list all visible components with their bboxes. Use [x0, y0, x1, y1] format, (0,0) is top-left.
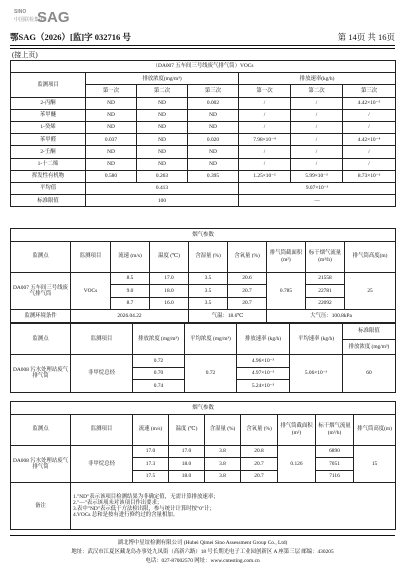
oxygen: 20.6: [228, 272, 267, 285]
table-row: [11, 121, 396, 133]
sag-logo-icon: [12, 4, 72, 34]
env-date: 2026.04.22: [71, 310, 189, 323]
flow-velocity: 8.5: [111, 272, 150, 285]
sub-header: 第三次: [188, 85, 239, 97]
stack-area: 0.785: [267, 272, 306, 310]
col-header: 温度 (℃): [169, 414, 205, 445]
env-label: 监测环境条件: [11, 310, 71, 323]
limit-label: 标准限值: [11, 195, 86, 207]
mean-label: 平均值: [11, 182, 86, 194]
col-header: 监测点: [11, 241, 71, 272]
footer-contact: 电话：027-87002570 网址：www.cntesting.com.cn: [145, 558, 260, 564]
flow-velocity: 8.7: [111, 297, 150, 310]
temperature: 16.0: [150, 297, 189, 310]
emission-concentration: 0.72: [133, 355, 185, 368]
footer-address: 地址：武汉市江夏区藏龙岛办事处九凤街（高新六路）18 号长期光电子工业园创新区 A 座第三层 邮编：430205: [71, 549, 334, 555]
compound-name: 2-丙酮: [11, 97, 86, 109]
rate-cell: /: [291, 134, 343, 146]
col-header: 监测项目: [71, 241, 111, 272]
concentration-cell: ND: [188, 146, 239, 158]
col-header: 监测项目: [11, 73, 86, 97]
rate-cell: 7.98×10⁻⁴: [239, 134, 291, 146]
rate-cell: /: [343, 121, 396, 133]
sub-header: 第一次: [239, 85, 291, 97]
footer-rule: [10, 535, 395, 536]
col-header: 排气筒截面积 (m²): [267, 241, 306, 272]
oxygen: 20.7: [228, 285, 267, 298]
limit-concentration: 100: [86, 195, 239, 207]
stack-area: 0.126: [278, 445, 316, 483]
rate-cell: /: [343, 146, 396, 158]
col-header: 含氧量 (%): [228, 241, 267, 272]
concentration-cell: 0.020: [188, 134, 239, 146]
dry-gas-flow: 7051: [316, 458, 354, 471]
rate-cell: 4.42×10⁻⁴: [343, 134, 396, 146]
sub-header: 第二次: [291, 85, 343, 97]
emission-concentration: 0.70: [133, 367, 185, 380]
moisture: 3.8: [205, 458, 241, 471]
col-header: 监测项目: [71, 414, 133, 445]
table-row: [11, 134, 396, 146]
concentration-cell: ND: [86, 146, 137, 158]
emission-rate: 4.96×10⁻³: [237, 355, 290, 368]
moisture: 3.5: [189, 297, 228, 310]
monitoring-item: VOCs: [71, 272, 111, 310]
concentration-cell: ND: [188, 109, 239, 121]
flow-velocity: 9.0: [111, 285, 150, 298]
flow-velocity: 17.3: [133, 458, 169, 471]
svg-text:SAG: SAG: [37, 9, 70, 26]
rate-cell: 4.42×10⁻⁵: [343, 97, 396, 109]
rate-cell: /: [343, 158, 396, 170]
limit-value: 60: [343, 355, 396, 393]
rate-cell: /: [291, 97, 343, 109]
emission-rate: 5.24×10⁻³: [237, 380, 290, 393]
col-header: 标准限值: [343, 324, 396, 340]
moisture: 3.5: [189, 285, 228, 298]
note-line: 4.VOCs 总和是按有进行修约过的含量相加。: [73, 512, 179, 519]
monitoring-point: DA008 污水处理站废气排气筒: [11, 355, 71, 393]
col-header: 标干烟气流量 (m³/h): [316, 414, 354, 445]
temperature: 18.0: [169, 458, 205, 471]
col-header: 排放浓度 (mg/m³): [133, 324, 185, 355]
monitoring-point: DA008 污水处理站废气排气筒: [11, 445, 71, 483]
concentration-cell: 0.580: [86, 170, 137, 182]
svg-text:SINO: SINO: [14, 9, 27, 15]
col-header: 含氧量 (%): [241, 414, 278, 445]
section-title: 烟气参数: [11, 229, 396, 242]
dry-gas-flow: 21558: [306, 272, 345, 285]
temperature: 17.0: [169, 445, 205, 458]
concentration-cell: ND: [86, 121, 137, 133]
compound-name: 2-壬酮: [11, 146, 86, 158]
concentration-cell: 0.002: [188, 97, 239, 109]
concentration-cell: ND: [137, 146, 188, 158]
concentration-cell: 0.263: [137, 170, 188, 182]
col-header: 含湿量 (%): [189, 241, 228, 272]
sub-header: 第二次: [137, 85, 188, 97]
flue-gas-params-table-da007: [10, 228, 396, 323]
rate-cell: /: [343, 109, 396, 121]
concentration-cell: ND: [137, 158, 188, 170]
monitoring-point: DA007 五车间三号线废气排气筒: [11, 272, 71, 310]
dry-gas-flow: 7116: [316, 470, 354, 483]
mean-rate: 5.06×10⁻³: [290, 355, 343, 393]
oxygen: 20.8: [241, 445, 278, 458]
stack-height: 15: [354, 445, 396, 483]
col-header: 流速 (m/s): [133, 414, 169, 445]
compound-name: 苯甲醛: [11, 134, 86, 146]
temperature: 18.0: [169, 470, 205, 483]
limit-rate: —: [239, 195, 396, 207]
concentration-cell: 0.395: [188, 170, 239, 182]
note-line: 1."ND"表示该项目检测结果为非确定值，无需计算排放速率；: [73, 493, 219, 500]
col-header: 排放速率 (kg/h): [237, 324, 290, 355]
concentration-cell: ND: [137, 134, 188, 146]
continued-label: (接上页): [12, 51, 38, 59]
moisture: 3.5: [189, 272, 228, 285]
flow-velocity: 17.0: [133, 445, 169, 458]
note-line: 2."—"表示该项未对该项目作出要求；: [73, 499, 163, 506]
rate-cell: /: [291, 121, 343, 133]
col-header: 排气筒截面积 (m²): [278, 414, 316, 445]
compound-name: 挥发性有机物: [11, 170, 86, 182]
col-group-header: 排放浓度(mg/m³): [86, 73, 239, 85]
voc-results-table: [10, 60, 396, 207]
dry-gas-flow: 22781: [306, 285, 345, 298]
table-row: [11, 109, 396, 121]
col-header: 监测点: [11, 414, 71, 445]
rate-cell: /: [291, 158, 343, 170]
header-rule: [10, 45, 395, 46]
concentration-cell: ND: [86, 158, 137, 170]
compound-name: 1-癸烯: [11, 121, 86, 133]
oxygen: 20.7: [228, 297, 267, 310]
concentration-cell: ND: [188, 121, 239, 133]
col-header: 排放浓度 (mg/m³): [343, 339, 396, 355]
oxygen: 20.7: [241, 470, 278, 483]
col-header: 排气筒高度(m): [345, 241, 396, 272]
rate-cell: 1.25×10⁻²: [239, 170, 291, 182]
mean-concentration: 0.72: [185, 355, 237, 393]
col-header: 温度 (℃): [150, 241, 189, 272]
flue-gas-params-table-da008: [10, 401, 396, 530]
col-header: 含湿量 (%): [205, 414, 241, 445]
moisture: 3.8: [205, 470, 241, 483]
svg-text:中国联检集团: 中国联检集团: [14, 17, 45, 23]
table-title: （DA007 五车间三号线废气排气筒）VOCs: [11, 61, 396, 73]
col-header: 监测项目: [71, 324, 133, 355]
dry-gas-flow: 22092: [306, 297, 345, 310]
notes: [71, 483, 396, 530]
table-row: [11, 97, 396, 109]
moisture: 3.8: [205, 445, 241, 458]
env-temperature: 气温：18.6℃: [189, 310, 267, 323]
compound-name: 苯甲醚: [11, 109, 86, 121]
monitoring-item: 非甲烷总烃: [71, 445, 133, 483]
concentration-cell: 0.037: [86, 134, 137, 146]
concentration-cell: ND: [188, 158, 239, 170]
concentration-cell: ND: [137, 121, 188, 133]
emission-rate: 4.97×10⁻³: [237, 367, 290, 380]
sub-header: 第一次: [86, 85, 137, 97]
rate-cell: 5.99×10⁻³: [291, 170, 343, 182]
company-logo: [12, 4, 72, 34]
temperature: 17.0: [150, 272, 189, 285]
rate-cell: /: [291, 109, 343, 121]
sub-header: 第三次: [343, 85, 396, 97]
col-group-header: 排放速率(kg/h): [239, 73, 396, 85]
col-header: 流速 (m/s): [111, 241, 150, 272]
col-header: 监测点: [11, 324, 71, 355]
flow-velocity: 17.5: [133, 470, 169, 483]
col-header: 标干烟气流量 (m³/h): [306, 241, 345, 272]
rate-cell: /: [239, 97, 291, 109]
notes-label: 备注: [11, 483, 71, 530]
rate-cell: /: [239, 121, 291, 133]
col-header: 平均速率 (kg/h): [290, 324, 343, 355]
temperature: 18.0: [150, 285, 189, 298]
monitoring-item: 非甲烷总烃: [71, 355, 133, 393]
mean-concentration: 0.413: [86, 182, 239, 194]
rate-cell: 8.73×10⁻³: [343, 170, 396, 182]
col-header: 排气筒高度(m): [354, 414, 396, 445]
header-rule-thin: [10, 48, 395, 49]
concentration-cell: ND: [86, 97, 137, 109]
table-row: [11, 170, 396, 182]
concentration-cell: ND: [86, 109, 137, 121]
rate-cell: /: [239, 146, 291, 158]
note-line: 3.表中"ND"表示低于方法检出限，参与统计计算时按"0"计；: [73, 506, 215, 512]
concentration-cell: ND: [137, 97, 188, 109]
page-indicator: 第 14页 共 16页: [337, 32, 395, 42]
footer-company: 湖北博中星谊检测有限公司 (Hubei Qimei Sino Assessment Group Co., Ltd): [117, 540, 288, 546]
compound-name: 1-十二烯: [11, 158, 86, 170]
nmhc-results-table: [10, 323, 396, 393]
mean-rate: 9.07×10⁻³: [239, 182, 396, 194]
rate-cell: /: [291, 146, 343, 158]
env-pressure: 大气压：100.8kPa: [267, 310, 396, 323]
table-row: [11, 146, 396, 158]
stack-height: 25: [345, 272, 396, 310]
oxygen: 20.7: [241, 458, 278, 471]
concentration-cell: ND: [137, 109, 188, 121]
dry-gas-flow: 6890: [316, 445, 354, 458]
emission-concentration: 0.74: [133, 380, 185, 393]
rate-cell: /: [239, 109, 291, 121]
rate-cell: /: [239, 158, 291, 170]
report-number: 鄂SAG（2026）[监]字 032716 号: [10, 32, 131, 42]
section-title: 烟气参数: [11, 402, 396, 415]
col-header: 平均浓度 (mg/m³): [185, 324, 237, 355]
table-row: [11, 158, 396, 170]
